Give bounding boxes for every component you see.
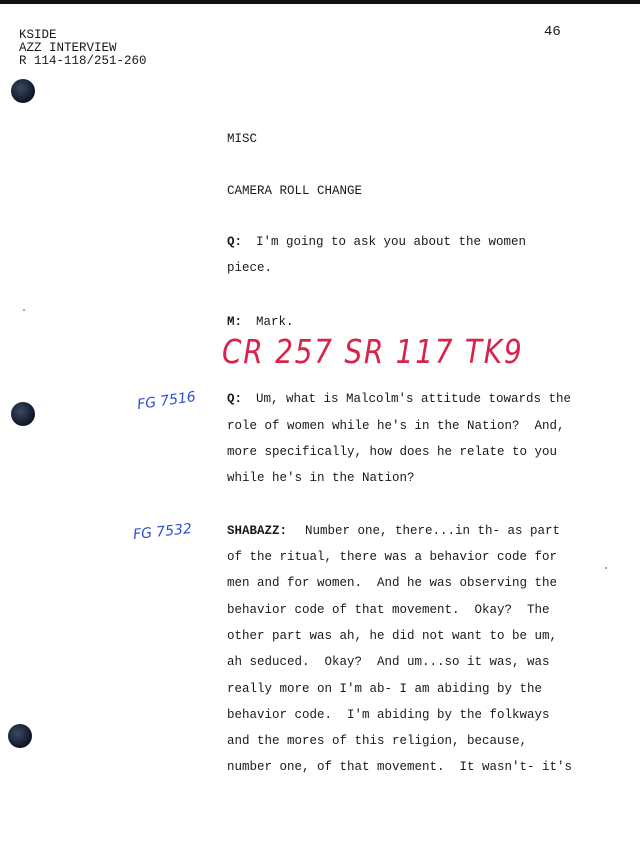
transcript-line: I'm going to ask you about the women: [256, 235, 527, 249]
transcript-line: number one, of that movement. It wasn't- it's: [227, 760, 573, 774]
transcript-line: really more on I'm ab- I am abiding by the: [227, 682, 543, 696]
paper-speck: [23, 309, 25, 311]
transcript-line: men and for women. And he was observing the: [227, 576, 558, 590]
transcript-line: Number one, there...in th- as part: [305, 524, 561, 538]
transcript-line: Mark.: [256, 315, 294, 329]
page-top-edge: [0, 0, 640, 4]
header-line-3: R 114-118/251-260: [19, 54, 147, 68]
misc-heading: MISC: [227, 132, 258, 146]
transcript-line: piece.: [227, 261, 273, 275]
transcript-line: while he's in the Nation?: [227, 471, 415, 485]
speaker-label: SHABAZZ:: [227, 524, 288, 538]
page-number: 46: [544, 24, 561, 40]
binder-hole-bottom: [8, 724, 32, 748]
transcript-line: of the ritual, there was a behavior code for: [227, 550, 558, 564]
speaker-label: Q:: [227, 392, 243, 406]
transcript-line: behavior code. I'm abiding by the folkways: [227, 708, 550, 722]
transcript-line: ah seduced. Okay? And um...so it was, was: [227, 655, 550, 669]
margin-note-fg: FG 7516: [136, 388, 197, 414]
transcript-line: other part was ah, he did not want to be um,: [227, 629, 558, 643]
binder-hole-top: [11, 79, 35, 103]
binder-hole-middle: [11, 402, 35, 426]
camera-roll-handwritten-note: CR 257 SR 117 TK9: [222, 332, 524, 371]
transcript-line: role of women while he's in the Nation? And,: [227, 419, 565, 433]
transcript-line: Um, what is Malcolm's attitude towards the: [256, 392, 572, 406]
camera-roll-change: CAMERA ROLL CHANGE: [227, 184, 363, 198]
header-line-2: AZZ INTERVIEW: [19, 41, 117, 55]
paper-speck: [605, 567, 607, 569]
transcript-line: and the mores of this religion, because,: [227, 734, 528, 748]
transcript-line: behavior code of that movement. Okay? The: [227, 603, 550, 617]
speaker-label: M:: [227, 315, 243, 329]
margin-note-fg: FG 7532: [132, 520, 193, 544]
transcript-line: more specifically, how does he relate to you: [227, 445, 558, 459]
header-line-1: KSIDE: [19, 28, 57, 42]
speaker-label: Q:: [227, 235, 243, 249]
